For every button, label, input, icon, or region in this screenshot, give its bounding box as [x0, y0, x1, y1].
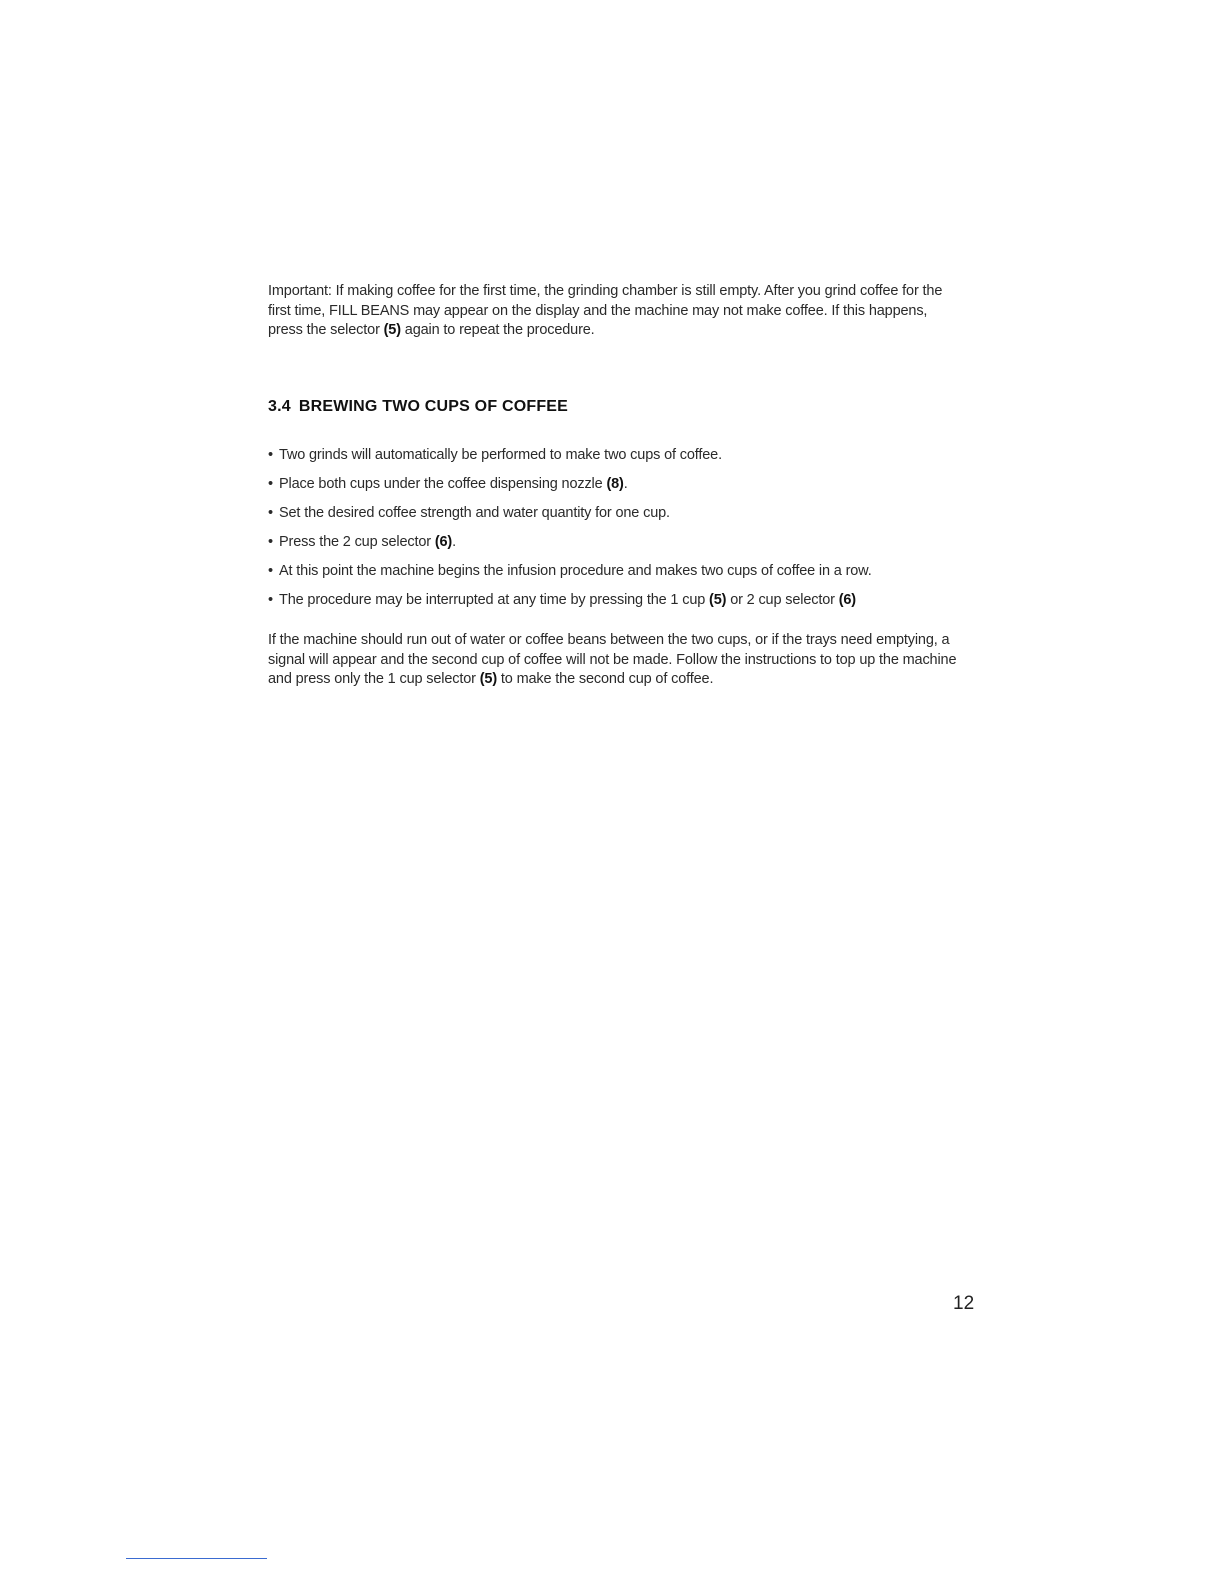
closing-paragraph: [268, 631, 958, 690]
selector-reference: (5): [383, 322, 401, 338]
footnote-divider: [126, 1558, 267, 1559]
list-item: [268, 533, 968, 553]
list-item-text: Place both cups under the coffee dispensing nozzle: [279, 476, 607, 492]
selector-reference: (5): [709, 592, 727, 608]
list-item: [268, 475, 968, 495]
closing-text: If the machine should run out of water or coffee beans between the two cups, or if the trays need emptying, a signal will appear and the second cup of coffee will not be made. Follow the instructions to top up the machine and press only the 1 cup selector: [268, 632, 957, 687]
important-note-text: Important: If making coffee for the first time, the grinding chamber is still empty. After you grind coffee for the first time, FILL BEANS may appear on the display and the machine may not make coffee. If this happens, press the selector: [268, 283, 943, 338]
list-item: [268, 562, 968, 582]
instruction-list: [268, 446, 968, 620]
bullet-icon: •: [268, 505, 273, 521]
nozzle-reference: (8): [606, 476, 624, 492]
bullet-icon: •: [268, 592, 273, 608]
bullet-icon: •: [268, 476, 273, 492]
page-number: 12: [953, 1293, 975, 1314]
section-number: 3.4: [268, 398, 291, 415]
section-title: BREWING TWO CUPS OF COFFEE: [298, 398, 569, 415]
list-item: [268, 446, 968, 466]
list-item-text: Press the 2 cup selector: [279, 534, 435, 550]
list-item-punct: .: [452, 534, 456, 550]
important-note-text-end: again to repeat the procedure.: [400, 322, 595, 338]
bullet-icon: •: [268, 534, 273, 550]
selector-reference: (5): [479, 671, 498, 687]
selector-reference: (6): [838, 592, 856, 608]
selector-reference: (6): [434, 534, 453, 550]
bullet-icon: •: [268, 447, 273, 463]
page-content: [268, 282, 958, 687]
section-heading: [268, 398, 568, 416]
bullet-icon: •: [268, 563, 273, 579]
list-item-text: Set the desired coffee strength and water quantity for one cup.: [279, 505, 670, 521]
list-item-text: Two grinds will automatically be performed to make two cups of coffee.: [279, 447, 722, 463]
list-item-punct: .: [623, 476, 628, 492]
list-item-text: or 2 cup selector: [726, 592, 839, 608]
list-item-text: At this point the machine begins the infusion procedure and makes two cups of coffee in a row.: [279, 563, 872, 579]
important-note: [268, 282, 958, 341]
closing-text-end: to make the second cup of coffee.: [497, 671, 714, 687]
list-item: [268, 591, 968, 611]
list-item: [268, 504, 968, 524]
list-item-text: The procedure may be interrupted at any time by pressing the 1 cup: [279, 592, 710, 608]
